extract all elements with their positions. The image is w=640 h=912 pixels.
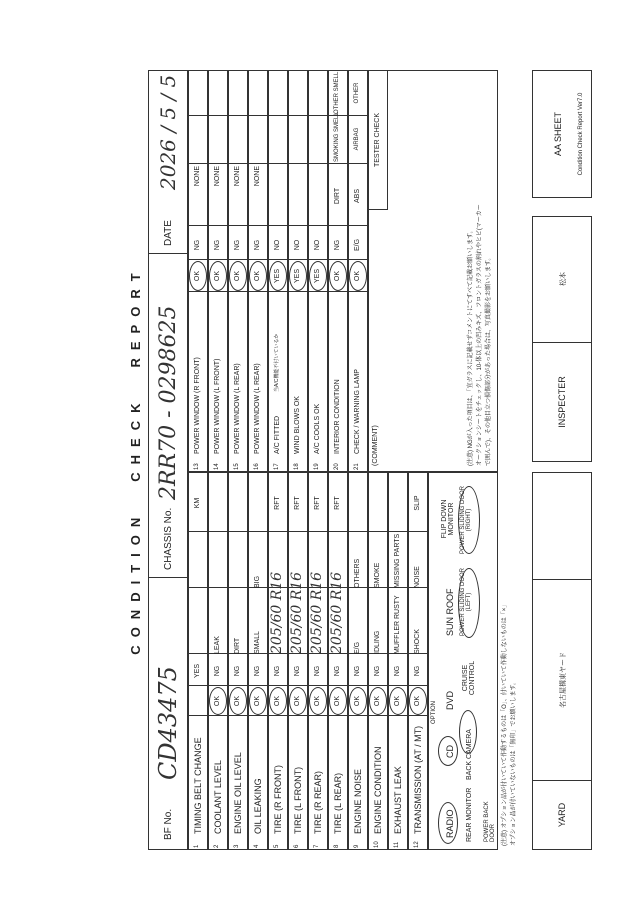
- comment-note-1: (注意) NGが入った項目は、「宜ガラスに記載せずコメントにてすべて記載お願いします。: [468, 227, 474, 466]
- cell-divider: [208, 291, 228, 292]
- option-note-2: オプション品が付いていないものは「無印」でお願いします。: [511, 679, 517, 846]
- option-power-back-door: POWER BACK DOOR: [484, 801, 496, 842]
- left-item-num: 6: [294, 844, 300, 848]
- cell-divider: [268, 163, 288, 164]
- right-item-num: 21: [354, 463, 360, 470]
- cell-divider: [208, 531, 228, 532]
- right-item-label: POWER WINDOW (L FRONT): [214, 358, 221, 454]
- cell-divider: [248, 291, 268, 292]
- title-word-condition: CONDITION: [127, 509, 143, 655]
- cell-divider: [248, 531, 268, 532]
- option-radio-mark: [438, 802, 458, 844]
- right-item-opt1: E/G: [354, 238, 361, 252]
- cell-divider: [288, 291, 308, 292]
- left-item-opt3: SMOKE: [374, 562, 381, 588]
- left-item-label: ENGINE NOISE: [353, 768, 363, 834]
- right-item-label: POWER WINDOW (L REAR): [234, 363, 241, 454]
- cell-divider: [368, 531, 388, 532]
- left-item-opt2: 205/60 R16: [329, 571, 345, 654]
- left-item-num: 4: [254, 844, 260, 848]
- cell-divider: [268, 291, 288, 292]
- right-item-opt1: NG: [194, 239, 201, 251]
- cell-divider: [208, 163, 228, 164]
- left-item-num: 5: [274, 844, 280, 848]
- left-item-opt2: IDLING: [374, 630, 381, 654]
- left-item-opt4: KM: [194, 497, 201, 509]
- status-check-mark: [309, 687, 327, 715]
- right-item-opt2: NONE: [214, 166, 221, 187]
- left-item-label: TIRE (R REAR): [313, 771, 323, 834]
- status-check-mark: [289, 687, 307, 715]
- right-item-status: OK: [334, 270, 341, 282]
- left-item-status: OK: [274, 695, 281, 707]
- status-check-mark: [209, 687, 227, 715]
- right-item-num: 20: [334, 463, 340, 470]
- right-item-opt1: NG: [234, 239, 241, 251]
- option-rear-monitor: REAR MONITOR: [466, 787, 473, 842]
- option-note-1: (注意) オプション品が付いていて作動するものは「O」、付いていて作動しないものは「×」: [502, 601, 508, 846]
- cell-divider: [228, 163, 248, 164]
- left-item-opt1: NG: [274, 665, 281, 677]
- status-check-mark: [369, 687, 387, 715]
- left-item-status: OK: [334, 695, 341, 707]
- title-word-report: REPORT: [127, 265, 143, 368]
- right-item-opt1: NG: [334, 239, 341, 251]
- option-cd: CD: [445, 745, 455, 758]
- date-label: DATE: [163, 220, 174, 246]
- cell-divider: [288, 225, 308, 226]
- report-title: [122, 70, 148, 850]
- comment-note-2: オークションシートをチェックし、10-体以上の凹みキズ、フロントガラスの割れやヒビ(マーカー: [477, 204, 483, 466]
- status-check-mark: [289, 261, 307, 291]
- status-check-mark: [229, 261, 247, 291]
- right-item-status: OK: [234, 270, 241, 282]
- yard-value: 名古屋構東ヤード: [560, 652, 567, 708]
- left-item-num: 7: [314, 844, 320, 848]
- left-item-opt4: SLIP: [414, 495, 421, 511]
- inspector-value: 松本: [560, 272, 567, 286]
- right-item-sub: 当A/C機能不付いているか: [274, 333, 280, 392]
- cell-divider: [348, 291, 368, 292]
- left-item-num: 10: [374, 841, 380, 848]
- status-check-mark: [409, 687, 427, 715]
- left-item-opt2: LEAK: [214, 636, 221, 654]
- cell-divider: [228, 115, 248, 116]
- option-dvd: DVD: [445, 690, 455, 710]
- right-item-num: 15: [234, 463, 240, 470]
- right-item-num: 16: [254, 463, 260, 470]
- right-item-status: YES: [314, 269, 321, 284]
- cell-divider: [308, 115, 328, 116]
- right-item-opt2: NONE: [194, 166, 201, 187]
- left-item-status: OK: [354, 695, 361, 707]
- left-item-opt1: NG: [414, 665, 421, 677]
- left-item-opt2: 205/60 R16: [269, 571, 285, 654]
- cell-divider: [248, 163, 268, 164]
- cell-divider: [308, 291, 328, 292]
- option-cd-mark: [438, 736, 458, 766]
- status-check-mark: [349, 261, 367, 291]
- left-item-num: 2: [214, 844, 220, 848]
- option-psd-right-mark: [458, 486, 480, 554]
- status-check-mark: [249, 261, 267, 291]
- left-item-label: EXHAUST LEAK: [393, 766, 403, 834]
- report-frame: [148, 70, 592, 850]
- left-item-opt1: NG: [214, 665, 221, 677]
- left-item-num: 9: [354, 844, 360, 848]
- chassis-label: CHASSIS No.: [163, 507, 174, 570]
- status-check-mark: [269, 687, 287, 715]
- cell-divider: [328, 291, 348, 292]
- option-flipdown: FLIP DOWN MONITOR: [441, 499, 455, 539]
- status-check-mark: [209, 261, 227, 291]
- cell-divider: [188, 115, 208, 116]
- cell-divider: [268, 115, 288, 116]
- option-psd-right: POWER SLIDING DOOR (RIGHT): [460, 486, 472, 555]
- cell-divider: [208, 115, 228, 116]
- left-item-opt1: NG: [294, 665, 301, 677]
- inspector-label: INSPECTER: [557, 376, 567, 428]
- status-check-mark: [229, 687, 247, 715]
- left-item-label: ENGINE CONDITION: [373, 746, 383, 834]
- right-item-opt3: SMOKING SMELL: [334, 112, 340, 162]
- left-item-opt1: NG: [334, 665, 341, 677]
- yard-label: YARD: [557, 802, 567, 828]
- left-item-opt1: YES: [194, 664, 201, 679]
- left-item-opt1: NG: [394, 665, 401, 677]
- right-item-opt1: NO: [294, 239, 301, 251]
- left-item-status: OK: [254, 695, 261, 707]
- left-item-status: OK: [414, 695, 421, 707]
- left-item-num: 8: [334, 844, 340, 848]
- left-item-status: OK: [314, 695, 321, 707]
- cell-divider: [188, 291, 208, 292]
- right-item-opt2: NONE: [234, 166, 241, 187]
- left-item-opt1: NG: [374, 665, 381, 677]
- left-item-opt2: 205/60 R16: [309, 571, 325, 654]
- header-divider: [148, 577, 188, 578]
- title-word-check: CHECK: [127, 395, 143, 482]
- right-item-opt1: NG: [214, 239, 221, 251]
- option-radio: RADIO: [445, 809, 455, 838]
- status-check-mark: [269, 261, 287, 291]
- option-sunroof: SUN ROOF: [445, 588, 455, 636]
- left-item-opt4: RFT: [334, 496, 341, 510]
- chassis-value: 2RR70 - 0298625: [156, 305, 181, 500]
- right-item-label: CHECK / WARNING LAMP: [354, 369, 361, 454]
- right-item-label: POWER WINDOW (R FRONT): [194, 357, 201, 454]
- cell-divider: [228, 291, 248, 292]
- right-item-num: 17: [274, 463, 280, 470]
- option-back-camera-mark: [459, 710, 477, 754]
- right-item-label: A/C COOLS OK: [314, 403, 321, 454]
- left-item-opt3: NOISE: [414, 566, 421, 588]
- left-item-opt2: 205/60 R16: [289, 571, 305, 654]
- right-item-status: YES: [274, 269, 281, 284]
- left-item-label: TIRE (L REAR): [333, 772, 343, 834]
- left-item-label: ENGINE OIL LEVEL: [233, 752, 243, 834]
- right-item-opt4: OTHER: [354, 82, 360, 104]
- left-item-status: OK: [294, 695, 301, 707]
- comment-label: (COMMENT): [372, 425, 379, 466]
- cell-divider: [328, 163, 348, 164]
- date-value: 2026 / 5 / 5: [156, 74, 180, 190]
- cell-divider: [228, 587, 248, 588]
- cell-divider: [348, 163, 368, 164]
- left-item-num: 1: [194, 844, 200, 848]
- right-item-label: WIND BLOWS OK: [294, 396, 301, 454]
- option-title: OPTION: [431, 700, 437, 724]
- left-item-status: OK: [374, 695, 381, 707]
- option-cruise: CRUISE CONTROL: [462, 660, 476, 696]
- bf-value: CD43475: [154, 666, 182, 780]
- left-item-opt4: RFT: [274, 496, 281, 510]
- left-item-opt2: SMALL: [254, 631, 261, 654]
- left-item-status: OK: [394, 695, 401, 707]
- right-item-status: OK: [194, 270, 201, 282]
- status-check-mark: [329, 687, 347, 715]
- comment-note-3: で囲んで)、その他目立つ損傷部分があった場合は、写真撮影をお願いします。: [486, 254, 492, 466]
- left-item-opt2: SHOCK: [414, 629, 421, 654]
- right-item-opt1: NG: [254, 239, 261, 251]
- left-item-num: 3: [234, 844, 240, 848]
- left-item-opt1: NG: [354, 665, 361, 677]
- right-item-opt4: OTHER SMELL: [334, 71, 340, 114]
- cell-divider: [288, 163, 308, 164]
- bf-label: BF No.: [163, 808, 174, 840]
- status-check-mark: [189, 261, 207, 291]
- left-item-opt2: E/G: [354, 641, 361, 654]
- left-item-opt4: RFT: [294, 496, 301, 510]
- right-item-label: INTERIOR CONDITION: [334, 379, 341, 454]
- aa-sheet-label: AA SHEET: [553, 112, 563, 157]
- right-item-status: OK: [254, 270, 261, 282]
- right-item-num: 19: [314, 463, 320, 470]
- left-item-status: OK: [214, 695, 221, 707]
- right-item-opt2: NONE: [254, 166, 261, 187]
- right-item-status: OK: [214, 270, 221, 282]
- cell-divider: [288, 115, 308, 116]
- right-item-opt3: AIRBAG: [354, 127, 360, 151]
- right-item-label: POWER WINDOW (L REAR): [254, 363, 261, 454]
- cell-divider: [208, 587, 228, 588]
- cell-divider: [188, 163, 208, 164]
- right-item-opt1: NO: [274, 239, 281, 251]
- left-item-opt2: MUFFLER RUSTY: [394, 595, 401, 654]
- option-psd-left: POWER SLIDING DOOR (LEFT): [460, 568, 472, 637]
- left-item-num: 12: [414, 841, 420, 848]
- right-item-num: 14: [214, 463, 220, 470]
- report-sheet: [122, 70, 592, 850]
- left-item-opt3: OTHERS: [354, 558, 361, 588]
- left-item-label: COOLANT LEVEL: [213, 760, 223, 834]
- left-item-label: TIMING BELT CHANGE: [193, 737, 203, 834]
- left-item-num: 11: [394, 841, 400, 848]
- status-check-mark: [309, 261, 327, 291]
- cell-divider: [388, 531, 408, 532]
- right-item-opt2: ABS: [354, 189, 361, 204]
- left-item-label: OIL LEAKING: [253, 778, 263, 834]
- right-item-label: A/C FITTED: [274, 415, 281, 454]
- status-check-mark: [329, 261, 347, 291]
- form-code: Condition Check Report Ver7.0: [578, 92, 584, 176]
- left-item-opt1: NG: [254, 665, 261, 677]
- left-item-label: TIRE (R FRONT): [273, 765, 283, 834]
- header-divider-2: [148, 253, 188, 254]
- left-item-label: TIRE (L FRONT): [293, 766, 303, 834]
- option-psd-left-mark: [458, 568, 480, 638]
- tester-check-label: TESTER CHECK: [374, 112, 381, 168]
- right-item-status: OK: [354, 270, 361, 282]
- cell-divider: [228, 531, 248, 532]
- left-item-opt2: DIRT: [234, 637, 241, 654]
- cell-divider: [308, 225, 328, 226]
- left-item-status: OK: [234, 695, 241, 707]
- left-item-opt1: NG: [234, 665, 241, 677]
- cell-divider: [188, 653, 208, 654]
- right-item-num: 13: [194, 463, 200, 470]
- status-check-mark: [249, 687, 267, 715]
- option-back-camera: BACK CAMERA: [466, 729, 473, 780]
- right-item-num: 18: [294, 463, 300, 470]
- cell-divider: [348, 531, 368, 532]
- left-item-opt1: NG: [314, 665, 321, 677]
- left-item-opt3: BIG: [254, 575, 261, 588]
- left-item-label: TRANSMISSION (AT / MT): [413, 725, 423, 834]
- right-item-status: YES: [294, 269, 301, 284]
- right-item-opt1: NO: [314, 239, 321, 251]
- left-item-opt4: RFT: [314, 496, 321, 510]
- yard-extra-cell: [532, 472, 592, 580]
- status-check-mark: [349, 687, 367, 715]
- right-item-opt2: DIRT: [334, 187, 341, 205]
- cell-divider: [308, 163, 328, 164]
- cell-divider: [188, 587, 208, 588]
- cell-divider: [248, 115, 268, 116]
- status-check-mark: [389, 687, 407, 715]
- left-item-opt3: MISSING PARTS: [394, 533, 401, 588]
- cell-divider: [268, 225, 288, 226]
